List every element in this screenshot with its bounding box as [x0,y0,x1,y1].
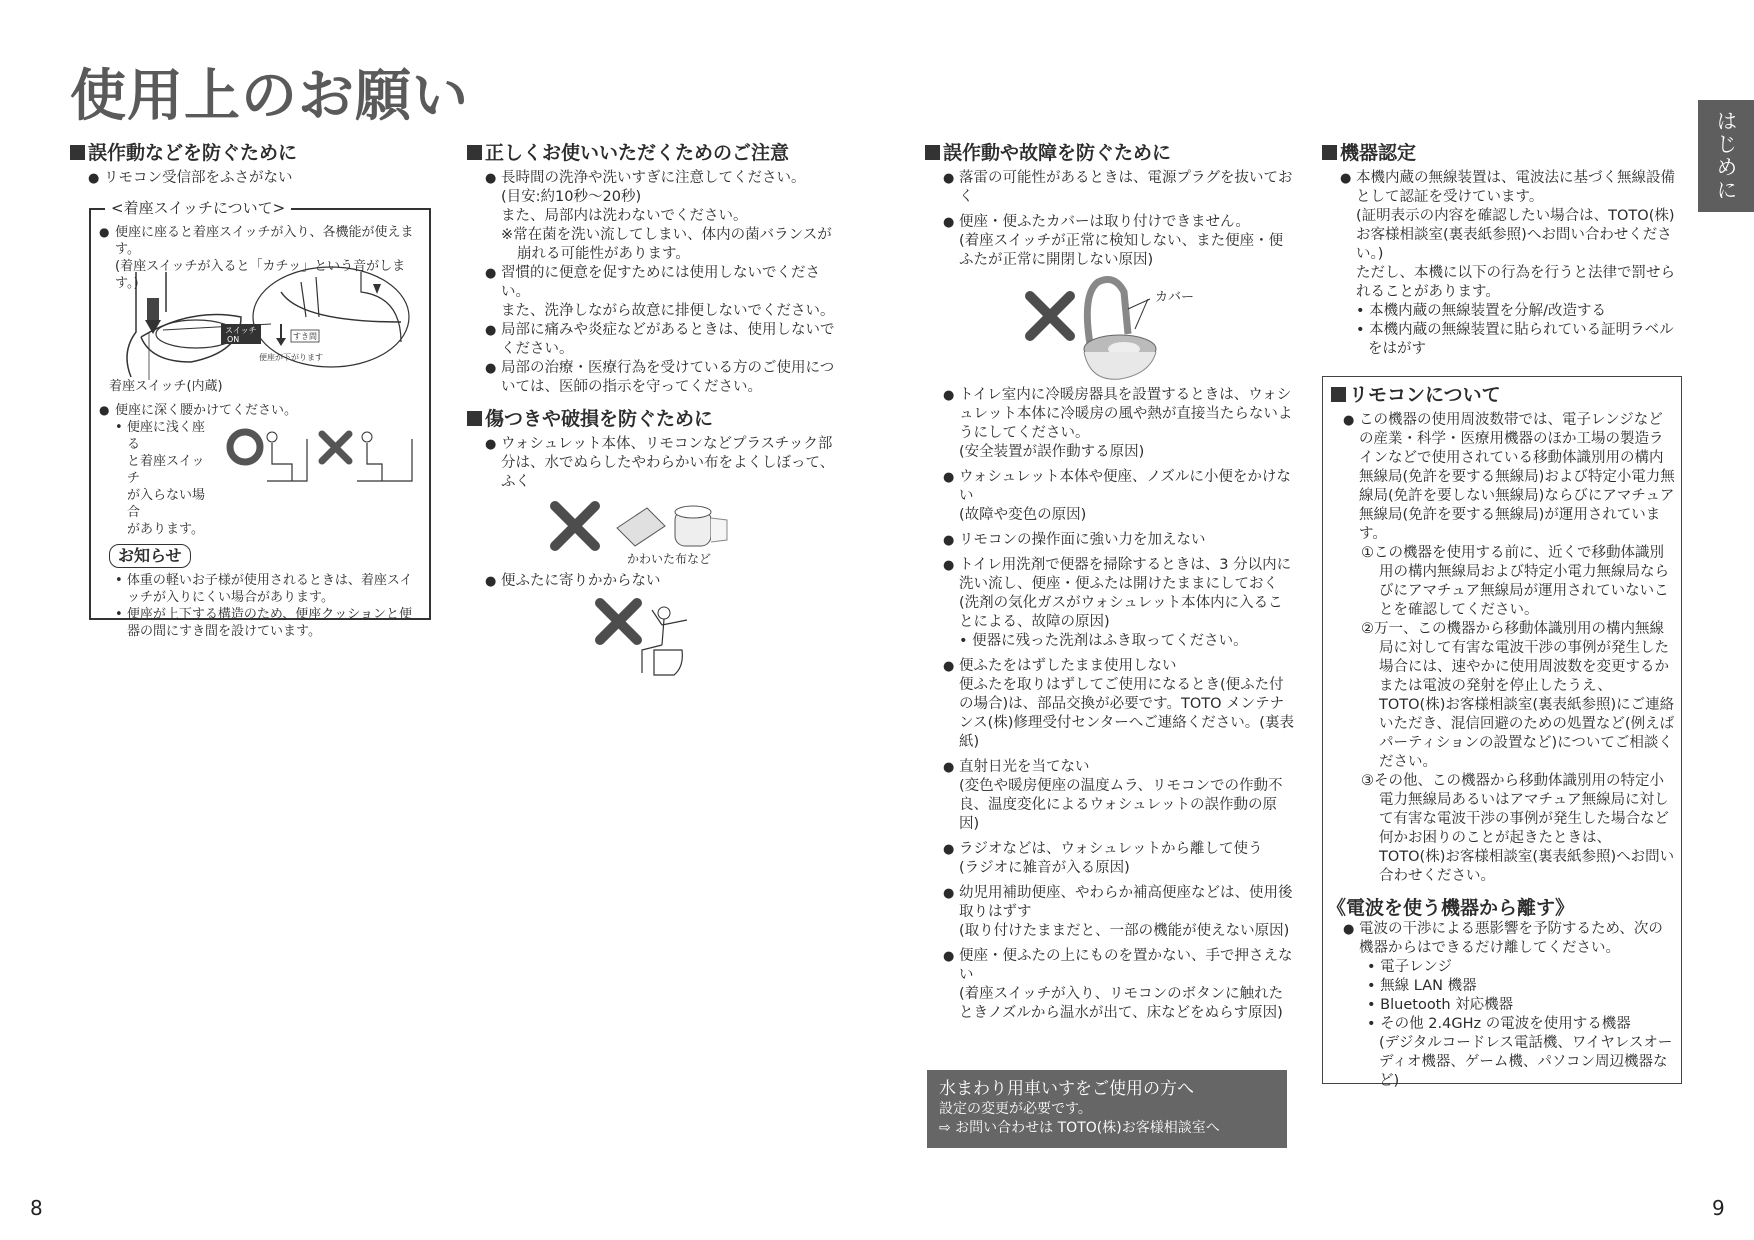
section-heading [925,141,1295,165]
panel-title: 水まわり用車いすをご使用の方へ [939,1079,1194,1099]
list-item: ● リモコン受信部をふさがない [70,169,440,188]
seat-cover-prohibited-illustration [1020,274,1260,384]
list-item: ● 便ふたに寄りかからない [467,572,837,591]
section-heading [70,141,440,165]
list-item-cont: (着座スイッチが正常に検知しない、また便座・便ふたが正常に開閉しない原因) [959,233,1284,268]
heading-text: 誤作動などを防ぐために [88,142,298,164]
list-item-cont: (着座スイッチが入り、リモコンのボタンに触れたときノズルから温水が出て、床などをぬらす原因) [959,986,1284,1021]
list-item: ● トイレ室内に冷暖房器具を設置するときは、ウォシュレット本体に冷暖房の風や熱が直接当たらないようにしてください。 [925,386,1295,443]
list-item: ● リモコンの操作面に強い力を加えない [925,531,1295,550]
list-item-cont: ただし、本機に以下の行為を行うと法律で罰せられることがあります。 [1356,265,1675,300]
list-item-cont: (ラジオに雑音が入る原因) [959,860,1130,876]
square-bullet-icon [925,145,940,160]
page-number-left: 8 [30,1196,43,1220]
list-item: ● 電波の干渉による悪影響を予防するため、次の機器からはできるだけ離してください。 [1331,920,1675,958]
builtin-switch-label: 着座スイッチ(内蔵) [109,379,223,394]
seating-ok-ng-illustration [217,419,417,489]
list-item: ● ウォシュレット本体や便座、ノズルに小便をかけない [925,468,1295,506]
remote-info-box [1322,376,1682,1089]
seat-switch-illustration [101,262,421,382]
cover-label: カバー [1155,290,1195,305]
column-1 [70,141,440,188]
svg-text:便座が下がります: 便座が下がります [259,353,323,362]
list-item: ● 局部の治療・医療行為を受けている方のご使用については、医師の指示を守ってください。 [467,359,837,397]
note-text: があります。 [127,522,204,537]
list-item-cont: また、洗浄しながら故意に排便しないでください。 [501,303,835,319]
switch-on-label: スイッチ [225,326,257,335]
list-item-sub: • 本機内蔵の無線装置に貼られている証明ラベルをはがす [1356,322,1674,357]
svg-text:ON: ON [227,335,240,344]
box-title: <着座スイッチについて> [105,197,291,218]
dry-cloth-label: かわいた布など [627,552,712,566]
note-text: • 便座に浅く座る [115,420,205,452]
seat-switch-box [89,199,431,639]
page-title: 使用上のお願い [70,64,469,129]
list-item: ● 習慣的に便意を促すためには使用しないでください。 [467,264,837,302]
list-item: ● この機器の使用周波数帯では、電子レンジなどの産業・科学・医療用機器のほか工場の製造ラインなどで使用されている移動体識別用の構内無線局(免許を要する無線局)および特定小電力無線局(免許を要しない無線局)ならびにアマチュア無線局(免許を要する無線局)が運用されています。 [1331,411,1675,544]
heading-text: 正しくお使いいただくためのご注意 [485,142,790,164]
list-item: ● 落雷の可能性があるときは、電源プラグを抜いておく [925,169,1295,207]
square-bullet-icon [70,145,85,160]
list-item-cont: (洗剤の気化ガスがウォシュレット本体内に入ることによる、故障の原因) [959,595,1283,630]
square-bullet-icon [467,145,482,160]
wheelchair-notice-panel [927,1070,1287,1148]
notice-label: お知らせ [109,544,191,568]
list-item: ● 便ふたをはずしたまま使用しない [925,657,1295,676]
radio-section-heading: 《電波を使う機器から離す》 [1327,897,1575,919]
notice-item: • 便座が上下する構造のため、便座クッションと便器の間にすき間を設けています。 [115,607,413,639]
heading-text: 誤作動や故障を防ぐために [943,142,1172,164]
list-item-cont: (安全装置が誤作動する原因) [959,444,1145,460]
panel-contact: ⇨ お問い合わせは TOTO(株)お客様相談室へ [939,1120,1220,1136]
list-item: ● 便座・便ふたカバーは取り付けできません。 [925,213,1295,232]
heading-text: リモコンについて [1349,384,1501,406]
column-3 [925,141,1295,1023]
heading-text: 傷つきや破損を防ぐために [485,408,714,430]
list-item: ● 便座に深く腰かけてください。 [99,402,421,419]
numbered-item: ③その他、この機器から移動体識別用の特定小電力無線局あるいはアマチュア無線局に対して有害な電波干渉の事例が発生した場合など何かお困りのことが起きたときは、TOTO(株)お客様相談室(裏表紙参照)へお問い合わせください。 [1361,773,1675,884]
square-bullet-icon [1322,145,1337,160]
section-tab: はじめに [1698,100,1754,212]
device-item: • 電子レンジ [1367,959,1452,975]
list-item-cont: (取り付けたままだと、一部の機能が使えない原因) [959,923,1290,939]
device-item: • Bluetooth 対応機器 [1367,997,1514,1013]
list-item-cont: (証明表示の内容を確認したい場合は、TOTO(株)お客様相談室(裏表紙参照)へお問い合わせください。) [1356,208,1675,262]
list-item: ● 局部に痛みや炎症などがあるときは、使用しないでください。 [467,321,837,359]
list-item: ● 幼児用補助便座、やわらか補高便座などは、使用後取りはずす [925,884,1295,922]
column-4 [1322,141,1682,359]
section-heading [1331,383,1675,407]
note-text: (着座スイッチが入ると「カチッ」という音がします。) [115,259,406,291]
note-text: と着座スイッチ [127,454,205,486]
section-heading [1322,141,1682,165]
list-item-cont: 便ふたを取りはずしてご使用になるとき(便ふた付の場合)は、部品交換が必要です。TOTO メンテナンス(株)修理受付センターへご連絡ください。(裏表紙) [959,677,1294,750]
device-note: (デジタルコードレス電話機、ワイヤレスオーディオ機器、ゲーム機、パソコン周辺機器など) [1379,1035,1673,1089]
list-item: ● 本機内蔵の無線装置は、電波法に基づく無線設備として認証を受けています。 [1322,169,1682,207]
section-heading [467,141,837,165]
numbered-item: ②万一、この機器から移動体識別用の構内無線局に対して有害な電波干渉の事例が発生した場合には、速やかに使用周波数を変更するかまたは電波の発射を停止したうえ、TOTO(株)お客様相談室(裏表紙参照)にご連絡いただき、混信回避のための処置など(例えばパーティションの設置など)についてご相談ください。 [1361,621,1675,770]
list-item: ● トイレ用洗剤で便器を掃除するときは、3 分以内に洗い流し、便座・便ふたは開けたままにしておく [925,556,1295,594]
leaning-on-lid-prohibited-illustration [592,595,702,680]
list-item-cont: また、局部内は洗わないでください。 [501,208,748,224]
square-bullet-icon [467,411,482,426]
section-heading [467,407,837,431]
list-item-sub: • 便器に残った洗剤はふき取ってください。 [959,633,1248,649]
list-item: ● ラジオなどは、ウォシュレットから離して使う [925,840,1295,859]
device-item: • 無線 LAN 機器 [1367,978,1477,994]
svg-text:すき間: すき間 [293,332,317,341]
list-item: ● 直射日光を当てない [925,758,1295,777]
list-item-cont: (目安:約10秒〜20秒) [501,189,642,205]
column-2 [467,141,837,686]
heading-text: 機器認定 [1340,142,1417,164]
list-item: ● 便座に座ると着座スイッチが入り、各機能が使えます。 [99,224,421,258]
list-item-cont: (故障や変色の原因) [959,507,1087,523]
list-item: ● 便座・便ふたの上にものを置かない、手で押さえない [925,947,1295,985]
page-number-right: 9 [1712,1196,1725,1220]
list-item: ● ウォシュレット本体、リモコンなどプラスチック部分は、水でぬらしたやわらかい布をよくしぼって、ふく [467,435,837,492]
square-bullet-icon [1331,387,1346,402]
list-item-sub: • 本機内蔵の無線装置を分解/改造する [1356,303,1607,319]
note-text: が入らない場合 [127,488,206,520]
device-item: • その他 2.4GHz の電波を使用する機器 [1367,1016,1631,1032]
notice-item: • 体重の軽いお子様が使用されるときは、着座スイッチが入りにくい場合があります。 [115,573,413,605]
numbered-item: ①この機器を使用する前に、近くで移動体識別用の構内無線局および特定小電力無線局ならびにアマチュア無線局が運用されていないことを確認してください。 [1361,545,1669,618]
panel-text: 設定の変更が必要です。 [939,1101,1092,1117]
list-item-note: ※常在菌を洗い流してしまい、体内の菌バランスが崩れる可能性があります。 [501,227,832,262]
list-item-cont: (変色や暖房便座の温度ムラ、リモコンでの作動不良、温度変化によるウォシュレットの誤作動の原因) [959,778,1283,832]
list-item: ● 長時間の洗浄や洗いすぎに注意してください。 [467,169,837,188]
